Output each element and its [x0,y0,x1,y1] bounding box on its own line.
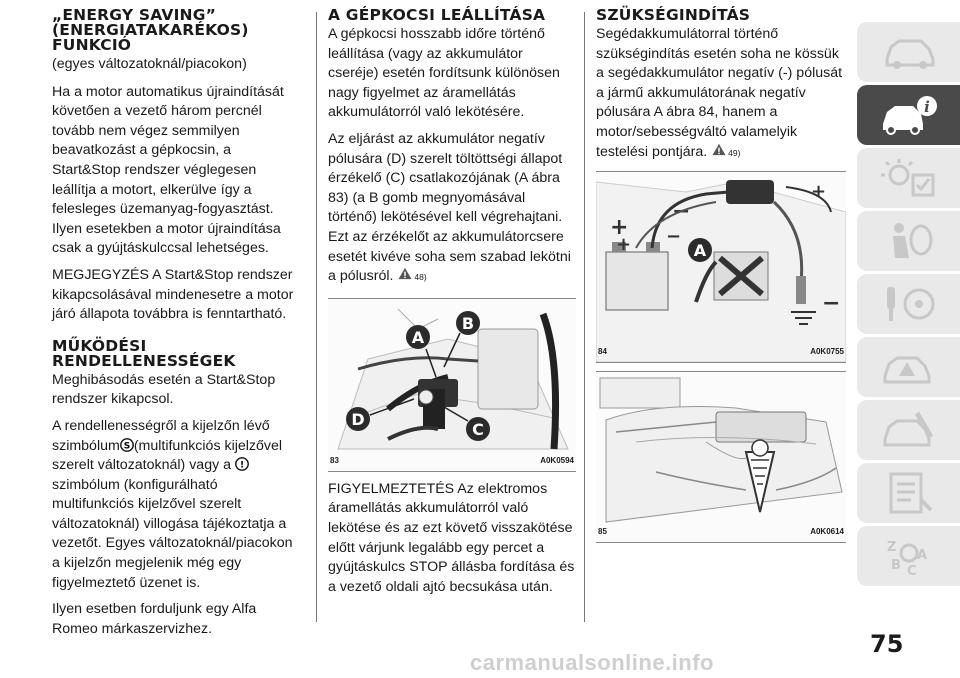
figure-number: 83 [330,455,339,465]
chapter-tabs [857,22,960,589]
column-vehicle-storage [328,8,576,604]
svg-text:S: S [123,441,131,451]
start-stop-fault-alt-icon [235,457,249,471]
figure-84-jump-start [596,171,846,363]
figure-83-battery-sensor [328,298,576,472]
figure-code: A0K0594 [540,455,574,465]
column-divider [316,12,317,622]
svg-text:−: − [666,226,682,248]
label-a: A [411,327,425,347]
tab-specs[interactable] [857,463,960,523]
tab-airbag[interactable] [857,211,960,271]
warning-triangle-icon [397,267,413,280]
section-title-malfunctions: MŰKÖDÉSI RENDELLENESSÉGEK [52,336,236,370]
paragraph: Ilyen esetben forduljunk egy Alfa Romeo márkaszervizhez. [52,601,257,637]
paragraph-symbols: A rendellenességről a kijelzőn lévő szimbólum S (multifunkciós kijelzővel szerelt változatoknál) vagy a ! szimbólum (konfigurálható multifunkciós kijelzővel szerelt változatoknál) villogása tájékoztatja a vezetőt. Egyes változatoknál/piacokon a kijelzőn megjelenik még egy figyelmeztető üzenet is. [52,417,293,591]
svg-text:A: A [916,548,927,563]
section-title-energy-saving: „ENERGY SAVING” (ENERGIATAKARÉKOS) FUNKCIÓ [52,6,249,54]
specs-tab-icon [877,470,941,516]
page-number: 75 [870,630,904,658]
svg-text:B: B [890,558,901,573]
svg-text:+: + [610,215,629,241]
label-b: B [461,313,475,333]
label-d: D [351,409,365,429]
battery-sensor-illustration [328,299,576,471]
car-front-illustration [596,372,846,542]
paragraph: Meghibásodás esetén a Start&Stop rendszer kikapcsol. [52,371,276,408]
tab-car-info[interactable] [857,85,960,145]
car-info-tab-icon [877,92,941,138]
tab-wrench-car[interactable] [857,400,960,460]
svg-text:+: + [616,234,632,256]
section-title-jump-start: SZÜKSÉGINDÍTÁS [596,6,751,24]
svg-text:Z: Z [886,540,896,555]
figure-85-car-front [596,371,846,543]
note-paragraph: MEGJEGYZÉS A Start&Stop rendszer kikapcsolásával mindenesetre a motor járó állapota továbbra is fenntartható. [52,266,294,323]
svg-text:C: C [906,564,917,579]
svg-text:−: − [672,199,691,225]
warning-paragraph: FIGYELMEZTETÉS Az elektromos áramellátás akkumulátorról való lekötése és az ezt követő visszakötése előtt várjunk legalább egy percet a gyújtáskulcs STOP állásba fordítása és a vezető oldali ajtó becsukása után. [328,480,575,595]
column-divider [584,12,585,622]
warning-triangle-icon [711,143,727,156]
paragraph: A gépkocsi hosszabb időre történő leállítása (vagy az akkumulátor cseréje) esetén fordítsunk különösen nagy figyelmet az áramellátás akkumulátorról való lekötésére. [328,26,560,121]
key-steering-tab-icon [877,281,941,327]
svg-text:!: ! [239,460,245,471]
jump-start-illustration [596,172,846,362]
warning-car-tab-icon [877,344,941,390]
section-title-vehicle-storage: A GÉPKOCSI LEÁLLÍTÁSA [328,6,546,24]
svg-text:−: − [822,291,841,317]
paragraph-with-warning: Az eljárást az akkumulátor negatív pólusára (D) szerelt töltöttségi állapot érzékelő (C) csatlakozójának (A ábra 83) (a B gomb megnyomásával történő) lekötésével kell végrehajtani. Ezt az érzékelőt az akkumulátorcsere esetét kivéve soha sem szabad lekötni a pólusról. 48) [328,130,571,285]
section-subtitle: (egyes változatoknál/piacokon) [52,56,247,72]
tab-key-steering[interactable] [857,274,960,334]
watermark: carmanualsonline.info [470,650,714,675]
index-tab-icon [877,533,941,579]
start-stop-fault-icon [120,438,134,452]
figure-code: A0K0614 [810,527,844,537]
tab-lights[interactable] [857,148,960,208]
svg-text:i: i [923,98,930,116]
label-c: C [472,419,484,439]
tab-warning-car[interactable] [857,337,960,397]
figure-number: 85 [598,527,607,537]
column-energy-saving [52,8,302,646]
paragraph-with-warning: Segédakkumulátorral történő szükségindítás esetén soha ne kössük a segédakkumulátor negatív (-) pólusát a jármű akkumulátorának negatív pólusára A ábra 84, hanem a motor/sebességváltó valamelyik testelési pontjára. 49) [596,26,843,160]
tab-car[interactable] [857,22,960,82]
tab-index[interactable] [857,526,960,586]
figure-code: A0K0755 [810,347,844,357]
figure-number: 84 [598,347,607,357]
paragraph: Ha a motor automatikus újraindítását követően a vezető három percnél tovább nem végez semmilyen beavatkozást a gépkocsin, a Start&Stop rendszer véglegesen leállítja a motort, elkerülve így a felesleges üzemanyag-fogyasztást. Ilyen esetekben a motor újraindítása csak a gyújtáskulccsal lehetséges. [52,83,284,257]
wrench-car-tab-icon [877,407,941,453]
lights-tab-icon [877,155,941,201]
svg-text:+: + [811,181,827,203]
column-jump-start [596,8,846,551]
airbag-tab-icon [877,218,941,264]
label-a: A [693,241,707,261]
car-tab-icon [877,29,941,75]
